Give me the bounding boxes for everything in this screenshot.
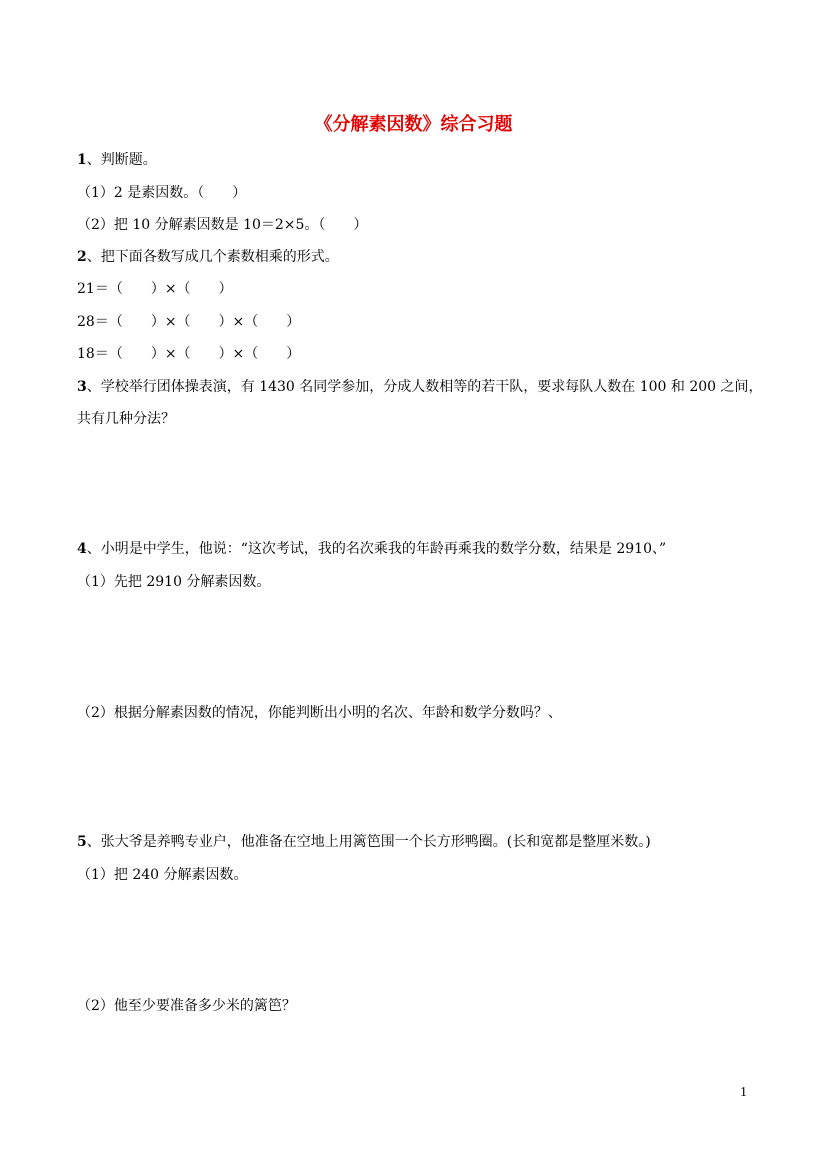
question-2-stem: 、把下面各数写成几个素数相乘的形式。: [86, 249, 339, 265]
page-number: 1: [740, 1085, 747, 1100]
question-1-stem: 、判断题。: [86, 152, 157, 168]
question-4-stem: 、小明是中学生，他说：“这次考试，我的名次乘我的年龄再乘我的数学分数，结果是 2910、”: [86, 541, 667, 557]
question-1-item-1: （1）2 是素因数。（ ）: [77, 185, 247, 201]
question-2-item-1: 21＝（ ）×（ ）: [77, 281, 233, 297]
question-5-item-2: （2）他至少要准备多少米的篱笆？: [77, 998, 296, 1014]
question-3: [77, 377, 763, 397]
question-5-stem: 、张大爷是养鸭专业户，他准备在空地上用篱笆围一个长方形鸭圈。(长和宽都是整厘米数。): [86, 834, 651, 850]
question-4-item-1: （1）先把 2910 分解素因数。: [77, 574, 271, 590]
question-3-continuation: 共有几种分法？: [77, 411, 175, 427]
question-4-item-2: （2）根据分解素因数的情况，你能判断出小明的名次、年龄和数学分数吗？、: [77, 705, 562, 721]
question-2: [77, 247, 339, 267]
question-5-number: 5: [77, 834, 87, 850]
question-1: [77, 150, 157, 170]
question-3-stem: 、学校举行团体操表演，有 1430 名同学参加，分成人数相等的若干队，要求每队人数在 100 和 200 之间，: [86, 379, 763, 395]
question-5: [77, 832, 651, 852]
question-1-number: 1: [77, 152, 87, 168]
question-4: [77, 539, 666, 559]
document-title: 《分解素因数》综合习题: [314, 114, 513, 135]
question-4-number: 4: [77, 541, 87, 557]
question-2-item-2: 28＝（ ）×（ ）×（ ）: [77, 314, 301, 330]
question-1-item-2: （2）把 10 分解素因数是 10＝2×5。（ ）: [77, 217, 368, 233]
question-3-number: 3: [77, 379, 87, 395]
question-5-item-1: （1）把 240 分解素因数。: [77, 867, 248, 883]
question-2-item-3: 18＝（ ）×（ ）×（ ）: [77, 346, 301, 362]
question-2-number: 2: [77, 249, 87, 265]
